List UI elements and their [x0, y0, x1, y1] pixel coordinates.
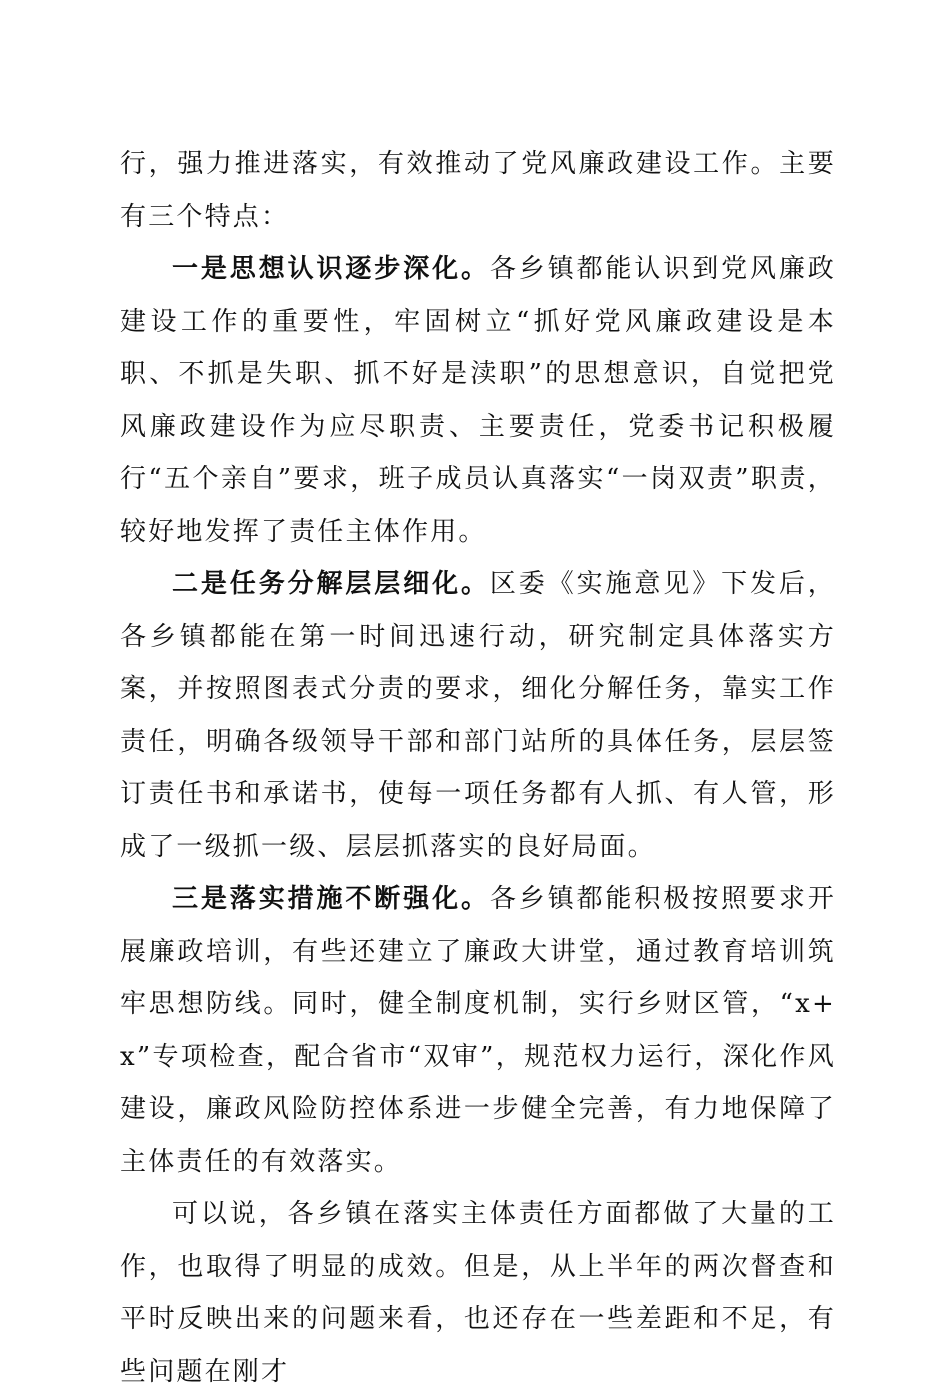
paragraph-text: 行，强力推进落实，有效推动了党风廉政建设工作。主要有三个特点：: [120, 149, 836, 232]
paragraph-text: 各乡镇都能认识到党风廉政建设工作的重要性，牢固树立“抓好党风廉政建设是本职、不抓是失职、抓不好是渎职”的思想意识，自觉把党风廉政建设作为应尽职责、主要责任，党委书记积极履行“五个亲自”要求，班子成员认真落实“一岗双责”职责，较好地发挥了责任主体作用。: [120, 254, 837, 547]
paragraph-point-three: [120, 873, 836, 1188]
paragraph-text: 可以说，各乡镇在落实主体责任方面都做了大量的工作，也取得了明显的成效。但是，从上半年的两次督查和平时反映出来的问题来看，也还存在一些差距和不足，有些问题在刚才: [120, 1199, 836, 1387]
paragraph-point-one: [120, 243, 836, 558]
paragraph-summary: [120, 1188, 836, 1398]
paragraph-lead: 三是落实措施不断强化。: [172, 884, 490, 914]
paragraph-text: 各乡镇都能积极按照要求开展廉政培训，有些还建立了廉政大讲堂，通过教育培训筑牢思想防线。同时，健全制度机制，实行乡财区管，“x+x”专项检查，配合省市“双审”，规范权力运行，深化作风建设，廉政风险防控体系进一步健全完善，有力地保障了主体责任的有效落实。: [120, 884, 837, 1177]
paragraph-lead: 二是任务分解层层细化。: [172, 569, 490, 599]
document-body: [120, 138, 836, 1398]
paragraph-lead: 一是思想认识逐步深化。: [172, 254, 490, 284]
paragraph-text: 区委《实施意见》下发后，各乡镇都能在第一时间迅速行动，研究制定具体落实方案，并按照图表式分责的要求，细化分解任务，靠实工作责任，明确各级领导干部和部门站所的具体任务，层层签订责任书和承诺书，使每一项任务都有人抓、有人管，形成了一级抓一级、层层抓落实的良好局面。: [120, 569, 837, 862]
paragraph-continuation: [120, 138, 836, 243]
paragraph-point-two: [120, 558, 836, 873]
